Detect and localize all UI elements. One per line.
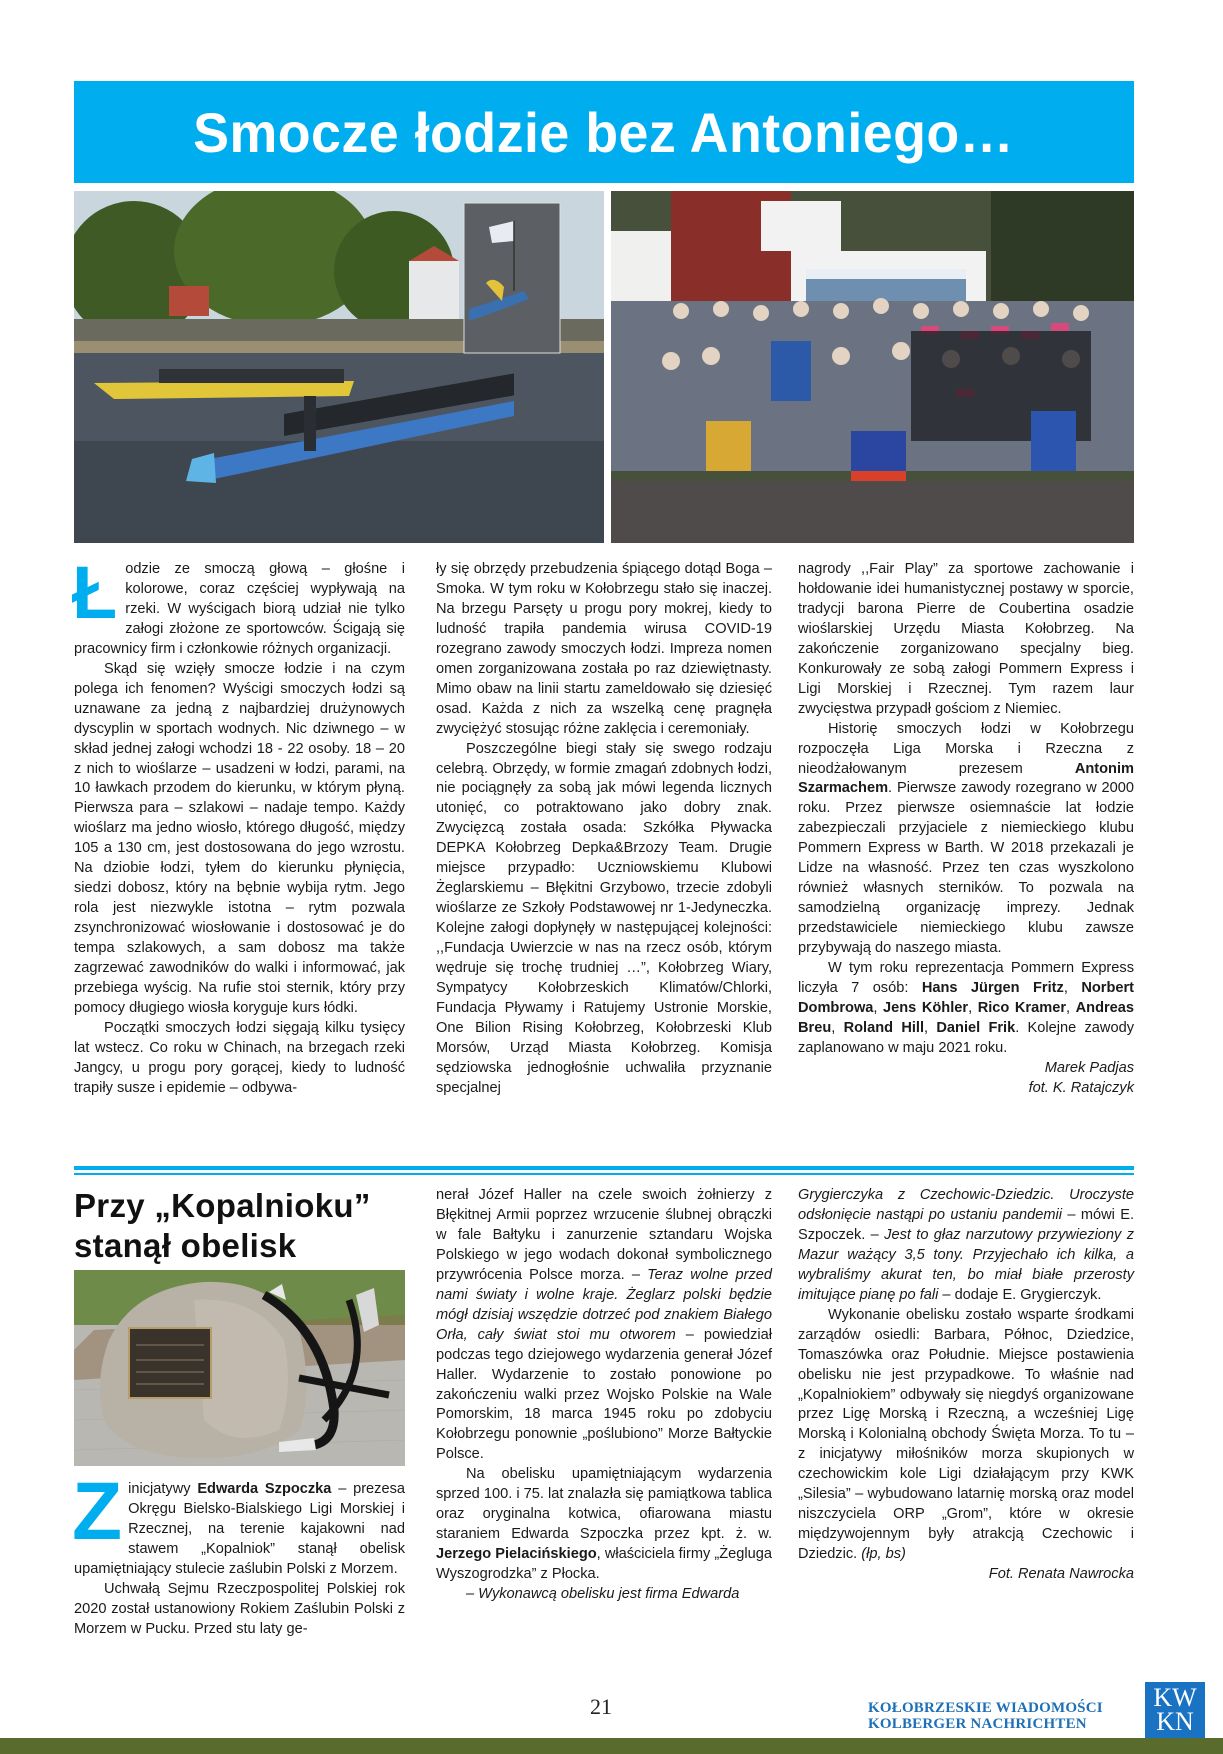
publication-logo-icon: KW KN [1145,1682,1205,1738]
photo-credit: fot. K. Ratajczyk [1028,1079,1134,1096]
bold-name: Edwarda Szpoczka [197,1481,332,1497]
paragraph: Poszczególne biegi stały się swego rodzaju celebrą. Obrzędy, w formie zmagań zdobnych łodzi, nie pociągnęły za sobą jak mówi legenda licznych utonięć, co potraktowano jako dobry znak. Zwycięzcą została osada: Szkółka Pływacka DEPKA Kołobrzeg Depka&Brzozy Team. Drugie miejsce przypadło: Uczniowskiemu Klubowi Żeglarskiemu – Błękitni Grzybowo, trzecie zdobyli wioślarze ze Szkoły Podstawowej nr 1-Jedyneczka. Kolejne załogi dopłynęły w następującej kolejności: ,,Fundacja Uwierzcie w nas na rzecz osób, którym wędruje się trochę trudniej …”, Kołobrzeg Wiary, Sympatycy Kołobrzeskich Klimatów/Chlorki, Fundacja Pływamy i Ratujemy Ustronie Morskie, One Bilion Rising Kołobrzeg, Kołobrzeski Klub Morsów, Urząd Miasta Kołobrzeg. Komisja sędziowska jednogłośnie uchwaliła przyznanie specjalnej [436,740,772,1096]
paragraph: nagrody ,,Fair Play” za sportowe zachowanie i hołdowanie idei humanistycznej postawy w sporcie, tradycji barona Pierre de Coubertina osadzie wioślarskiej Urzędu Miasta Kołobrzeg. Na zakończenie zorganizowano specjalny bieg. Konkurowały ze sobą załogi Pommern Express i Ligi Morskiej i Rzecznej. Tym razem laur zwycięstwa przypadł gościom z Niemiec. [798,561,1134,717]
crew-member-name: Rico Kramer [977,999,1066,1016]
photo-credit: Fot. Renata Nawrocka [988,1566,1134,1583]
article1-column-2 [436,560,772,1099]
article2-column-2 [436,1186,772,1605]
paragraph: Uchwałą Sejmu Rzeczpospolitej Polskiej rok 2020 został ustanowiony Rokiem Zaślubin Polski z Morzem w Pucku. Przed stu laty ge- [74,1580,405,1637]
bold-name: Jerzego Pielacińskiego [436,1546,597,1563]
paragraph: nerał Józef Haller na czele swoich żołnierzy z Błękitnej Armii poprzez wrzucenie ślubnej obrączki w fale Bałtyku i zanurzenie sztandaru Wojska Polskiego w jego wodach dokonał symbolicznego przywrócenia Polsce morza. – Teraz wolne przed nami światy i wolne kraje. Żeglarz polski będzie mógł dzisiaj wszędzie dotrzeć pod znakiem Białego Orła, cały świat stoi mu otworem – powiedział podczas tego dziejowego wydarzenia generał Józef Haller. Wydarzenie to zostało ponowione po zakończeniu walki przez Wojsko Polskie na Wale Pomorskim, 18 marca 1945 roku po zdobyciu Kołobrzegu ponownie „poślubiono” Morze Bałtyckie Polsce. [436,1187,772,1463]
author-initials: (łp, bs) [861,1546,906,1563]
publication-name: KOŁOBRZESKIE WIADOMOŚCI KOLBERGER NACHRICHTEN [868,1700,1103,1732]
article2-title: Przy „Kopalnioku” stanął obelisk [74,1187,371,1264]
article1-column-1 [72,551,405,1099]
section-divider-thin [74,1173,1134,1175]
paragraph: Zinicjatywy Edwarda Szpoczka – prezesa Okręgu Bielsko-Bialskiego Ligi Morskiej i Rzecznej, na terenie kajakowni nad stawem „Kopalniok” stanął obelisk upamiętniający stulecie zaślubin Polski z Morzem. [72,1466,405,1577]
dropcap-letter: Z [72,1466,123,1557]
crew-member-name: Hans Jürgen Fritz [921,980,1064,997]
group-photo [611,191,1134,543]
crew-member-name: Roland Hill [843,1019,925,1036]
crew-member-name: Norbert Dombrowa [798,980,1135,1016]
article2-column-1 [72,1466,405,1640]
paragraph: – Wykonawcą obelisku jest firma Edwarda [466,1586,740,1603]
article1-column-3 [798,560,1134,1099]
dragon-boats-race-photo [74,191,604,543]
article-title: Smocze łodzie bez Antoniego… [193,100,1015,164]
crew-member-name: Daniel Frik [936,1019,1016,1036]
crew-member-name: Jens Köhler [883,999,969,1016]
dragon-head-inset-photo [464,203,560,353]
paragraph: Początki smoczych łodzi sięgają kilku tysięcy lat wstecz. Co roku w Chinach, na brzegach rzeki Jangcy, u progu pory gorącej, kiedy to ludność trapiły susze i epidemie – odbywa- [74,1019,405,1096]
paragraph: ły się obrzędy przebudzenia śpiącego dotąd Boga – Smoka. W tym roku w Kołobrzegu stało się inaczej. Na brzegu Parsęty u progu pory mokrej, kiedy to ludność trapiła pandemia wirusa COVID-19 rozegrano zawody smoczych łodzi. Impreza nomen omen zorganizowana została po raz dziewiętnasty. Mimo obaw na linii startu zameldowało się dziesięć osad. Każda z nich za wszelką cenę pragnęła zwyciężyć stosując różne zaklęcia i ceremoniały. [436,561,772,737]
section-divider-thick [74,1166,1134,1170]
paragraph: Historię smoczych łodzi w Kołobrzegu rozpoczęła Liga Morska i Rzeczna z nieodżałowanym prezesem Antonim Szarmachem. Pierwsze zawody rozegrano w 2000 roku. Przez pierwsze osiemnaście lat łodzie zabezpieczali przyjaciele z niemieckiego klubu Pommern Express w Barth. W 2018 przekazali je Lidze na własność. Przez ten czas wyszkolono również własnych sterników. To pozwala na samodzielną organizację imprezy. Jednak przedstawiciele niemieckiego klubu zawsze przybywają do naszego miasta. [798,720,1134,957]
paragraph: odzie ze smoczą głową – głośne i kolorowe, coraz częściej wypływają na rzeki. W wyścigach biorą udział nie tylko załogi złożone ze sportowców. Ścigają się pracownicy firm i członkowie różnych organizacji. [74,561,405,657]
obelisk-photo [74,1270,405,1466]
crew-names-list: Hans Jürgen Fritz, Norbert Dombrowa, Jens Köhler, Rico Kramer, Andreas Breu, Roland Hill, Daniel Frik [798,980,1135,1036]
footer-bar [0,1738,1223,1754]
bold-name: Antonim Szarmachem [798,760,1134,797]
author-signature: Marek Padjas [1044,1059,1134,1076]
paragraph: Skąd się wzięły smocze łodzie i na czym polega ich fenomen? Wyścigi smoczych łodzi są uznawane za jedną z najbardziej drużynowych dyscyplin w sportach wodnych. Nic dziwnego – w skład jednej załogi wchodzi 18 - 22 osoby. 18 – 20 z nich to wioślarze – usadzeni w łodzi, parami, na 10 ławkach przodem do kierunku, w którym płyną. Pierwsza para – szlakowi – nadaje tempo. Każdy wioślarz ma jedno wiosło, którego długość, między 105 a 130 cm, jest dostosowana do jego wzrostu. Na dziobie łodzi, tyłem do kierunku płynięcia, siedzi dobosz, który na bębnie wybija rytm. Jego rola jest niezwykle istotna – rytm pozwala zsynchronizować wiosłowanie i dostosować je do tempa szlakowych, a sam dobosz ma także zagrzewać zawodników do walki i informować, jak przebiega wyścig. Na rufie stoi sternik, który przy pomocy długiego wiosła koryguje kurs łódki. [74,660,405,1016]
paragraph: Na obelisku upamiętniającym wydarzenia sprzed 100. i 75. lat znalazła się pamiątkowa tablica oraz oryginalna kotwica, ofiarowana miastu staraniem Edwarda Szpoczka przez kpt. ż. w. Jerzego Pielacińskiego, właściciela firmy „Żegluga Wyszogrodzka” z Płocka. [436,1466,772,1583]
paragraph: Wykonanie obelisku zostało wsparte środkami zarządów osiedli: Barbara, Północ, Dziedzice, Tomaszówka oraz Południe. Miejsce postawienia obelisku nie jest przypadkowe. To właśnie nad „Kopalniokiem” odbywały się niegdyś organizowane przez Ligę Morską i Rzeczną, a wcześniej Ligę Morską i Kolonialną obchody Święta Morza. To tu – z inicjatywy miłośników morza skupionych w czechowickim kole Ligi działającym przy KWK „Silesia” – wybudowano latarnię morską oraz model niszczyciela ORP „Grom”, które w okresie międzywojennym były atrakcją Czechowic i Dziedzic. (łp, bs) [798,1306,1134,1563]
crew-member-name: Andreas Breu [798,999,1135,1036]
article-title-banner [74,81,1134,183]
paragraph: W tym roku reprezentacja Pommern Express liczyła 7 osób: Hans Jürgen Fritz, Norbert Dombrowa, Jens Köhler, Rico Kramer, Andreas Breu, Roland Hill, Daniel Frik. Kolejne zawody zaplanowano w maju 2021 roku. [798,960,1135,1056]
article2-column-3 [798,1186,1134,1585]
dropcap-letter: Ł [72,551,118,634]
page-number: 21 [590,1694,612,1719]
paragraph: Grygierczyka z Czechowic-Dziedzic. Uroczyste odsłonięcie nastąpi po ustaniu pandemii – mówi E. Szpoczek. – Jest to głaz narzutowy przywieziony z Mazur ważący 3,5 tony. Przyjechało ich kilka, a wybraliśmy akurat ten, bo miał białe przerosty imitujące pianę po fali – dodaje E. Grygierczyk. [798,1187,1135,1303]
